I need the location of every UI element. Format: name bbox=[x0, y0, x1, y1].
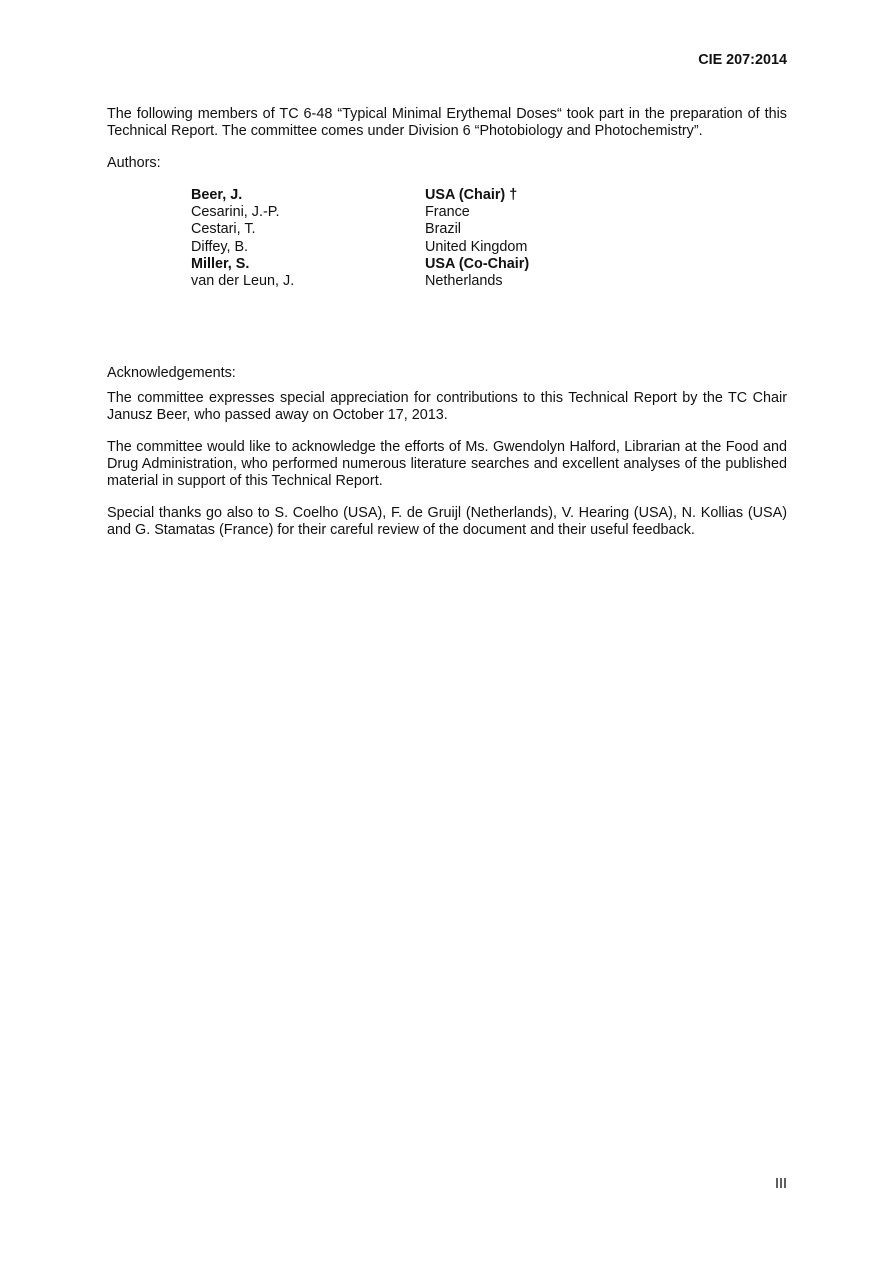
page-content bbox=[107, 106, 787, 554]
author-row bbox=[191, 221, 787, 238]
author-country: USA (Chair) † bbox=[425, 187, 518, 203]
author-country: France bbox=[425, 204, 470, 221]
author-row bbox=[191, 187, 787, 204]
authors-label: Authors: bbox=[107, 155, 161, 171]
author-name: Diffey, B. bbox=[191, 238, 249, 255]
author-row bbox=[191, 239, 787, 256]
acknowledgement-paragraph: Special thanks go also to S. Coelho (USA), F. de Gruijl (Netherlands), V. Hearing (USA), N. Kollias (USA) and G. Stamatas (France) for their careful review of the document and their useful feedback. bbox=[107, 505, 787, 539]
acknowledgements-label: Acknowledgements: bbox=[107, 365, 236, 382]
author-name: Cesarini, J.-P. bbox=[191, 204, 280, 221]
acknowledgement-paragraph: The committee expresses special appreciation for contributions to this Technical Report by the TC Chair Janusz Beer, who passed away on October 17, 2013. bbox=[107, 390, 787, 424]
author-name: Miller, S. bbox=[191, 255, 250, 272]
page-number: III bbox=[775, 1176, 787, 1192]
author-row bbox=[191, 256, 787, 273]
author-row bbox=[191, 273, 787, 290]
author-name: van der Leun, J. bbox=[191, 272, 295, 289]
author-country: Brazil bbox=[425, 221, 461, 238]
author-country: United Kingdom bbox=[425, 238, 528, 255]
author-country: USA (Co-Chair) bbox=[425, 255, 530, 272]
acknowledgement-paragraph: The committee would like to acknowledge the efforts of Ms. Gwendolyn Halford, Librarian at the Food and Drug Administration, who performed numerous literature searches and excellent analyses of the published material in support of this Technical Report. bbox=[107, 439, 787, 490]
document-reference: CIE 207:2014 bbox=[698, 52, 787, 68]
intro-paragraph: The following members of TC 6-48 “Typical Minimal Erythemal Doses“ took part in the preparation of this Technical Report. The committee comes under Division 6 “Photobiology and Photochemistry”. bbox=[107, 106, 787, 139]
author-name: Cestari, T. bbox=[191, 221, 256, 238]
author-row bbox=[191, 204, 787, 221]
authors-list bbox=[191, 187, 787, 290]
author-name: Beer, J. bbox=[191, 187, 243, 203]
author-country: Netherlands bbox=[425, 272, 503, 289]
